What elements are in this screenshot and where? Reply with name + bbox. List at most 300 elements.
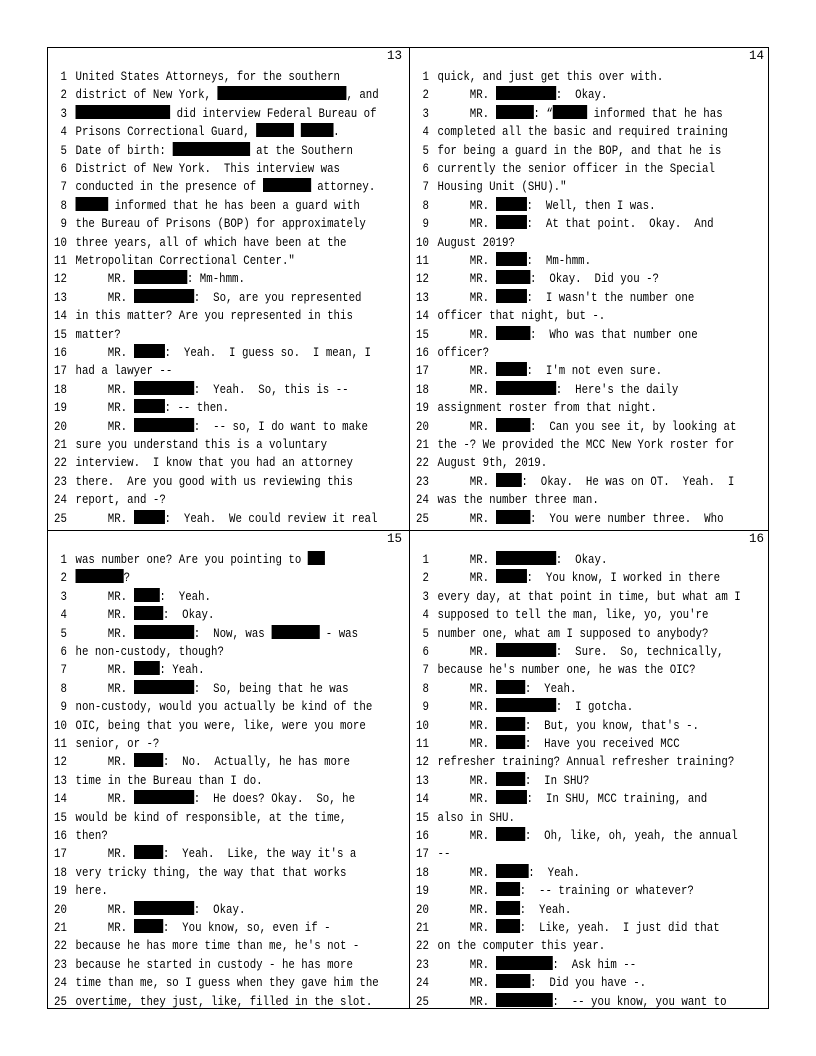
line-text: District of New York. This interview was (75, 162, 341, 176)
line-text: MR. (437, 829, 496, 843)
line-number: 14 (416, 792, 429, 807)
line-text: MR. (437, 364, 496, 379)
line-text: was number one? Are you pointing to (75, 553, 308, 567)
line-number: 22 (416, 939, 429, 954)
transcript-line (410, 510, 724, 528)
transcript-line (48, 344, 371, 362)
line-text: officer that night, but -. (437, 309, 606, 324)
transcript-line (410, 974, 718, 992)
line-text: informed that he has (587, 106, 723, 121)
redaction-block (496, 252, 527, 266)
line-text: MR. (75, 589, 134, 604)
redaction-block (496, 326, 530, 340)
line-text: : Yeah. (524, 681, 577, 696)
line-number: 11 (416, 254, 429, 268)
line-number: 7 (60, 663, 67, 678)
transcript-line (410, 160, 718, 178)
redaction-block (496, 105, 534, 119)
redaction-block (134, 381, 194, 395)
redaction-block (496, 717, 525, 731)
line-text: : He does? Okay. So, he (193, 792, 356, 807)
transcript-line (48, 252, 356, 270)
line-text: interview. I know that you had an attorney (75, 456, 353, 471)
line-text: currently the senior officer in the Special (437, 162, 715, 176)
line-text: : Yeah. (519, 902, 572, 917)
line-text: MR. (75, 847, 134, 862)
line-number: 9 (422, 217, 429, 232)
line-number: 25 (416, 511, 429, 526)
line-text: had a lawyer -- (75, 364, 173, 379)
page-number: 13 (386, 49, 402, 63)
line-text: informed that he has been a guard with (108, 198, 360, 213)
redaction-block (496, 289, 527, 303)
line-text: MR. (75, 346, 134, 360)
transcript-line (48, 974, 379, 992)
transcript-line (48, 919, 356, 937)
line-text: he non-custody, though? (75, 645, 224, 659)
redaction-block (134, 606, 163, 620)
line-number: 16 (54, 346, 67, 360)
transcript-line (410, 661, 718, 679)
transcript-line (48, 698, 373, 716)
transcript-line (410, 178, 718, 196)
redaction-block (496, 919, 520, 933)
transcript-line (48, 142, 356, 160)
transcript-grid (47, 47, 769, 1009)
line-text: : I wasn't the number one (526, 290, 695, 305)
line-number: 18 (416, 382, 429, 397)
transcript-line (48, 215, 366, 233)
line-number: 19 (54, 401, 67, 416)
line-number: 4 (60, 125, 67, 140)
line-text: : Yeah. I guess so. I mean, I (164, 346, 371, 360)
line-number: 13 (416, 773, 429, 788)
line-number: 23 (54, 474, 67, 489)
transcript-line (48, 362, 356, 380)
transcript-line (410, 68, 718, 86)
line-text: MR. (75, 626, 134, 641)
transcript-line (410, 418, 737, 436)
transcript-line (48, 289, 362, 307)
line-text: : Yeah. So, this is -- (193, 382, 349, 397)
line-text: MR. (75, 921, 134, 935)
line-number: 3 (422, 589, 429, 604)
transcript-line (48, 643, 356, 661)
redaction-block (134, 625, 194, 639)
line-text: because he has more time than me, he's not - (75, 939, 360, 954)
transcript-line (410, 680, 718, 698)
redaction-block (76, 197, 109, 211)
line-text: MR. (75, 792, 134, 807)
redaction-block (496, 418, 530, 432)
redaction-block (496, 974, 530, 988)
line-text: refresher training? Annual refresher training? (437, 755, 735, 770)
line-number: 5 (422, 143, 429, 158)
line-text: : No. Actually, he has more (162, 755, 350, 770)
transcript-line (48, 882, 356, 900)
line-text: officer? (437, 346, 490, 360)
redaction-block (308, 551, 325, 565)
line-text: non-custody, would you actually be kind of the (75, 700, 373, 715)
redaction-block (496, 882, 520, 896)
line-text: : Mm-hmm. (186, 272, 245, 287)
transcript-line (410, 588, 741, 606)
line-number: 2 (422, 88, 429, 103)
redaction-block (496, 827, 525, 841)
transcript-line (410, 809, 718, 827)
line-text: here. (75, 884, 108, 899)
line-number: 20 (54, 419, 67, 434)
line-text: MR. (437, 865, 496, 880)
line-number: 22 (54, 456, 67, 471)
line-number: 13 (54, 773, 67, 788)
transcript-line (48, 809, 356, 827)
transcript-line (410, 123, 728, 141)
line-number: 11 (416, 737, 429, 751)
line-text: because he started in custody - he has more (75, 957, 353, 972)
line-text: because he's number one, he was the OIC? (437, 663, 696, 678)
line-number: 3 (60, 106, 67, 121)
transcript-line (48, 510, 378, 528)
line-text: MR. (75, 419, 134, 434)
line-text: : Yeah. We could review it real (164, 511, 378, 526)
line-number: 12 (416, 755, 429, 770)
page-number: 14 (748, 49, 764, 63)
line-text: : Okay. (555, 553, 608, 567)
line-number: 11 (54, 254, 67, 268)
transcript-line (48, 160, 356, 178)
line-text: : But, you know, that's -. (524, 718, 700, 733)
line-number: 7 (422, 663, 429, 678)
transcript-line (48, 418, 368, 436)
line-number: 12 (54, 755, 67, 770)
redaction-block (496, 215, 527, 229)
line-text: MR. (437, 884, 496, 899)
line-number: 6 (422, 645, 429, 659)
line-text: MR. (437, 106, 496, 121)
line-text: for being a guard in the BOP, and that he is (437, 143, 722, 158)
line-text: MR. (437, 700, 496, 715)
line-number: 20 (416, 902, 429, 917)
transcript-line (48, 436, 356, 454)
transcript-line (410, 845, 718, 863)
transcript-line (410, 901, 718, 919)
transcript-line (410, 105, 723, 123)
line-number: 9 (422, 700, 429, 715)
page-number: 15 (386, 532, 402, 546)
line-number: 19 (416, 884, 429, 899)
line-number: 24 (416, 976, 429, 991)
transcript-line (410, 473, 735, 491)
line-text: three years, all of which have been at the (75, 235, 347, 250)
transcript-line (48, 735, 356, 753)
redaction-block (76, 105, 171, 119)
line-number: 10 (54, 718, 67, 733)
redaction-block (496, 993, 553, 1007)
redaction-block (76, 569, 124, 583)
transcript-line (48, 864, 356, 882)
line-text: senior, or -? (75, 737, 160, 751)
line-text: : -- then. (164, 401, 230, 416)
line-number: 1 (422, 553, 429, 567)
line-number: 16 (416, 829, 429, 843)
line-text: : Sure. So, technically, (555, 645, 724, 659)
line-number: 12 (416, 272, 429, 287)
line-text: MR. (437, 419, 496, 434)
line-number: 18 (54, 382, 67, 397)
line-number: 15 (416, 810, 429, 825)
line-text: supposed to tell the man, like, yo, you're (437, 608, 709, 623)
line-number: 8 (422, 198, 429, 213)
line-text: on the computer this year. (437, 939, 606, 954)
redaction-block (496, 362, 527, 376)
line-text: August 2019? (437, 235, 515, 250)
transcript-line (410, 606, 718, 624)
transcript-line (48, 661, 356, 679)
redaction-block (496, 790, 527, 804)
redaction-block (496, 197, 527, 211)
transcript-line (410, 307, 718, 325)
line-number: 12 (54, 272, 67, 287)
transcript-line (48, 937, 360, 955)
line-text: : In SHU? (524, 773, 590, 788)
line-text: MR. (437, 737, 496, 751)
line-text: MR. (437, 272, 496, 287)
transcript-line (48, 491, 356, 509)
line-text: : -- you know, you want to (552, 994, 727, 1009)
transcript-line (48, 270, 356, 288)
transcript-line (48, 956, 356, 974)
line-text: MR. (437, 198, 496, 213)
line-text: : Ask him -- (552, 957, 637, 972)
line-number: 4 (60, 608, 67, 623)
line-text: : Okay. (162, 608, 215, 623)
transcript-page-15 (48, 531, 408, 1011)
line-text: MR. (437, 718, 496, 733)
redaction-block (134, 510, 165, 524)
line-text: MR. (75, 608, 134, 623)
transcript-line (410, 252, 718, 270)
line-text: MR. (437, 553, 496, 567)
line-text: quick, and just get this over with. (437, 70, 664, 84)
redaction-block (496, 956, 553, 970)
redaction-block (496, 551, 556, 565)
transcript-line (410, 753, 735, 771)
line-number: 21 (416, 921, 429, 935)
redaction-block (134, 588, 160, 602)
redaction-block (256, 123, 294, 137)
line-number: 2 (60, 571, 67, 586)
line-text: : Here's the daily (555, 382, 679, 397)
line-number: 23 (54, 957, 67, 972)
line-number: 15 (416, 327, 429, 342)
transcript-line (48, 454, 356, 472)
line-text: Prisons Correctional Guard, (75, 125, 257, 140)
line-number: 25 (54, 511, 67, 526)
line-number: 13 (416, 290, 429, 305)
line-text: at the Southern (249, 143, 353, 158)
line-number: 20 (54, 902, 67, 917)
line-text: MR. (437, 217, 496, 232)
line-number: 6 (422, 162, 429, 176)
transcript-page-16 (410, 531, 770, 1011)
transcript-line (48, 993, 373, 1011)
redaction-block (134, 753, 163, 767)
line-number: 8 (422, 681, 429, 696)
line-text: : I'm not even sure. (526, 364, 663, 379)
transcript-line (410, 717, 718, 735)
redaction-block (496, 680, 525, 694)
line-number: 8 (60, 198, 67, 213)
transcript-line (410, 326, 718, 344)
line-number: 2 (60, 88, 67, 103)
line-number: 25 (416, 994, 429, 1009)
line-number: 5 (60, 143, 67, 158)
line-number: 17 (416, 364, 429, 379)
transcript-line (48, 68, 356, 86)
line-text: : Okay. (555, 88, 608, 103)
line-text: MR. (437, 681, 496, 696)
line-text: : Yeah. (159, 589, 211, 604)
redaction-block (217, 86, 346, 100)
line-text: : Yeah. (528, 865, 580, 880)
line-text: : Can you see it, by looking at (529, 419, 737, 434)
line-text: MR. (437, 290, 496, 305)
transcript-line (410, 864, 718, 882)
line-text: MR. (75, 681, 134, 696)
line-text: : You know, so, even if - (162, 921, 331, 935)
transcript-line (410, 772, 718, 790)
line-number: 6 (60, 645, 67, 659)
transcript-line (410, 491, 718, 509)
line-text: did interview Federal Bureau of (170, 106, 377, 121)
line-text: : Like, yeah. I just did that (519, 921, 720, 935)
line-number: 20 (416, 419, 429, 434)
line-text: Metropolitan Correctional Center." (75, 254, 295, 268)
line-text: every day, at that point in time, but what am I (437, 589, 741, 604)
line-number: 16 (416, 346, 429, 360)
transcript-line (48, 307, 356, 325)
line-text: : Have you received MCC (524, 737, 680, 751)
line-number: 19 (54, 884, 67, 899)
line-text: was the number three man. (437, 493, 599, 508)
line-text: MR. (75, 401, 134, 416)
redaction-block (134, 399, 165, 413)
line-number: 4 (422, 608, 429, 623)
line-text: MR. (437, 773, 496, 788)
line-text: : So, are you represented (193, 290, 362, 305)
line-number: 16 (54, 829, 67, 843)
transcript-line (48, 717, 366, 735)
transcript-line (410, 827, 738, 845)
redaction-block (496, 698, 556, 712)
line-text: MR. (437, 88, 496, 103)
transcript-line (48, 178, 376, 196)
redaction-block (134, 845, 163, 859)
line-number: 2 (422, 571, 429, 586)
line-text: MR. (75, 272, 134, 287)
line-number: 9 (60, 700, 67, 715)
line-number: 17 (54, 847, 67, 862)
transcript-line (48, 381, 356, 399)
line-text: the Bureau of Prisons (BOP) for approximately (75, 217, 366, 232)
line-text: , and (346, 88, 379, 103)
redaction-block (134, 289, 194, 303)
line-text: MR. (437, 921, 496, 935)
transcript-line (48, 399, 356, 417)
redaction-block (496, 735, 525, 749)
transcript-line (410, 197, 718, 215)
transcript-line (48, 901, 356, 919)
line-text: OIC, being that you were, like, were you more (75, 718, 366, 733)
line-text: - was (319, 626, 359, 641)
transcript-line (410, 551, 718, 569)
line-text: -- (437, 847, 451, 862)
transcript-line (410, 215, 718, 233)
line-number: 10 (416, 718, 429, 733)
redaction-block (300, 123, 333, 137)
line-number: 21 (54, 438, 67, 452)
transcript-line (410, 436, 735, 454)
transcript-line (410, 270, 718, 288)
transcript-line (48, 234, 356, 252)
line-text: would be kind of responsible, at the time, (75, 810, 347, 825)
transcript-line (410, 289, 718, 307)
redaction-block (172, 142, 249, 156)
transcript-line (410, 735, 718, 753)
line-number: 17 (54, 364, 67, 379)
line-text: : Did you have -. (529, 976, 647, 991)
redaction-block (134, 919, 163, 933)
line-text: : Well, then I was. (526, 198, 656, 213)
line-number: 23 (416, 474, 429, 489)
line-text: MR. (75, 755, 134, 770)
redaction-block (263, 178, 311, 192)
line-text: MR. (437, 327, 496, 342)
line-text: overtime, they just, like, filled in the slot. (75, 994, 373, 1009)
transcript-line (410, 625, 718, 643)
line-text: then? (75, 829, 108, 843)
transcript-line (48, 86, 379, 104)
line-number: 10 (54, 235, 67, 250)
line-text: : Now, was (193, 626, 272, 641)
transcript-line (410, 142, 722, 160)
redaction-block (134, 270, 187, 284)
redaction-block (496, 510, 530, 524)
redaction-block (496, 772, 525, 786)
redaction-block (134, 901, 194, 915)
line-text: time than me, so I guess when they gave him the (75, 976, 379, 991)
line-number: 14 (416, 309, 429, 324)
line-number: 8 (60, 681, 67, 696)
line-text: : Yeah. Like, the way it's a (162, 847, 357, 862)
line-number: 14 (54, 792, 67, 807)
line-text: assignment roster from that night. (437, 401, 657, 416)
page-number: 16 (748, 532, 764, 546)
transcript-line (48, 473, 356, 491)
transcript-line (48, 680, 356, 698)
line-number: 11 (54, 737, 67, 751)
line-text: : Okay. He was on OT. Yeah. I (521, 474, 735, 489)
line-text: MR. (437, 382, 496, 397)
line-text: MR. (437, 902, 496, 917)
line-text: completed all the basic and required training (437, 125, 728, 140)
line-number: 17 (416, 847, 429, 862)
redaction-block (553, 105, 587, 119)
line-text: : Yeah. (159, 663, 205, 678)
line-text: MR. (75, 902, 134, 917)
line-number: 4 (422, 125, 429, 140)
